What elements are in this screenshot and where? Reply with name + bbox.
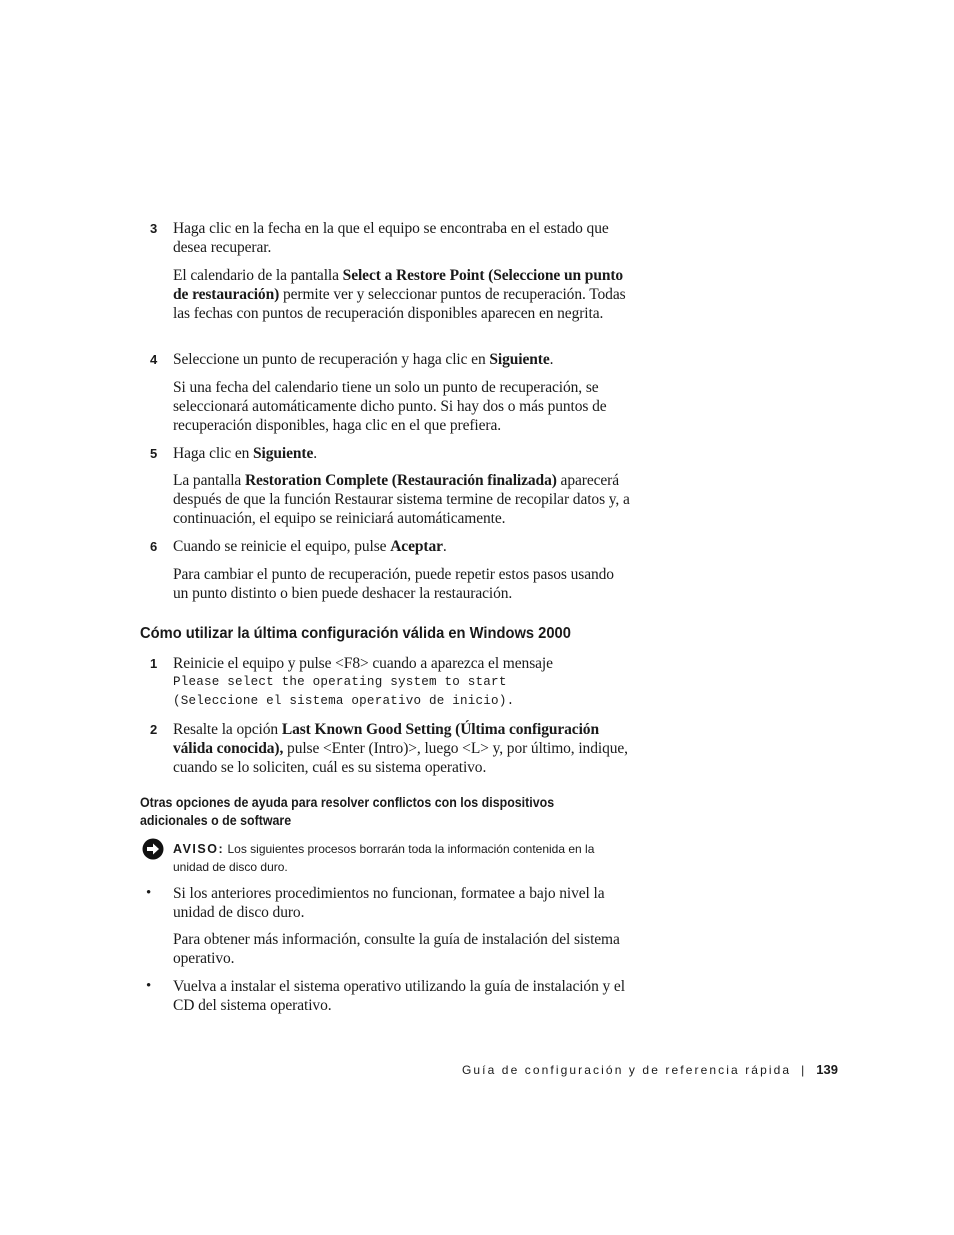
lkg-step-1 — [150, 654, 630, 711]
section-heading: Cómo utilizar la última configuración válida en Windows 2000 — [140, 625, 571, 642]
step-text — [173, 654, 630, 711]
notice-label: AVISO: — [173, 842, 225, 856]
step-text-part: . — [442, 538, 447, 555]
code-message: (Seleccione el sistema operativo de inicio). — [173, 694, 515, 708]
bullet-1-note: Para obtener más información, consulte la guía de instalación del sistema operativo. — [173, 931, 620, 967]
step-text — [173, 444, 630, 463]
step-4 — [150, 350, 630, 369]
step-number: 2 — [150, 722, 158, 737]
button-name: Aceptar — [390, 538, 443, 555]
step-text-part: Cuando se reinicie el equipo, pulse — [173, 538, 391, 555]
step-text — [173, 720, 630, 777]
step-text-part: pulse <Enter (Intro)>, luego <L> y, por último, indique, cuando se lo soliciten, cuál es su sistema operativo. — [173, 740, 628, 776]
step-text — [173, 537, 630, 556]
step-number: 3 — [150, 221, 158, 236]
footer-title: Guía de configuración y de referencia rápida — [461, 1063, 792, 1077]
notice-arrow-icon — [142, 838, 164, 860]
step-4-note: Si una fecha del calendario tiene un solo un punto de recuperación, se seleccionará automáticamente dicho punto. Si hay dos o más puntos de recuperación disponibles, haga clic en el que prefiera. — [173, 379, 607, 434]
step-6 — [150, 537, 630, 556]
step-text-part: Reinicie el equipo y pulse <F8> cuando a aparezca el mensaje — [173, 655, 553, 672]
step-text-part: Haga clic en — [173, 445, 254, 462]
notice-body: Los siguientes procesos borrarán toda la información contenida en la unidad de disco duro. — [173, 842, 595, 874]
code-message: Please select the operating system to start — [173, 675, 507, 689]
option-name: Last Known Good Setting (Última configuración válida conocida), — [173, 721, 599, 757]
lkg-step-2 — [150, 720, 630, 777]
step-number: 1 — [150, 656, 158, 671]
button-name: Siguiente — [489, 351, 550, 368]
bullet-icon: • — [146, 978, 152, 994]
bullet-item-2 — [146, 977, 632, 1015]
step-text-part: Seleccione un punto de recuperación y haga clic en — [173, 351, 490, 368]
bullet-item-1 — [146, 884, 632, 922]
step-5-note — [173, 471, 631, 528]
step-text-part: Resalte la opción — [173, 721, 282, 738]
step-3 — [150, 219, 630, 257]
step-6-note: Para cambiar el punto de recuperación, puede repetir estos pasos usando un punto distinto o bien puede deshacer la restauración. — [173, 566, 614, 602]
note-text: permite ver y seleccionar puntos de recuperación. Todas las fechas con puntos de recuperación disponibles aparecen en negrita. — [173, 286, 626, 322]
footer-separator: | — [801, 1063, 805, 1077]
step-text-part: . — [549, 351, 554, 368]
bullet-text: Vuelva a instalar el sistema operativo utilizando la guía de instalación y el CD del sistema operativo. — [173, 978, 625, 1014]
step-text: Haga clic en la fecha en la que el equipo se encontraba en el estado que desea recuperar. — [173, 220, 609, 256]
note-text: La pantalla — [173, 472, 245, 489]
button-name: Siguiente — [253, 445, 314, 462]
bullet-icon: • — [146, 885, 152, 901]
step-5 — [150, 444, 630, 463]
step-number: 6 — [150, 539, 158, 554]
step-number: 5 — [150, 446, 158, 461]
step-text — [173, 350, 630, 369]
step-number: 4 — [150, 352, 158, 367]
screen-name: Restoration Complete (Restauración finalizada) — [244, 472, 557, 489]
bullet-text: Si los anteriores procedimientos no funcionan, formatee a bajo nivel la unidad de disco duro. — [173, 885, 605, 921]
page-number: 139 — [816, 1062, 838, 1077]
note-text: El calendario de la pantalla — [173, 267, 343, 284]
screen-name: Select a Restore Point (Seleccione un punto de restauración) — [173, 267, 624, 303]
page-footer — [462, 1061, 838, 1079]
step-text-part: . — [313, 445, 318, 462]
note-text: aparecerá después de que la función Restaurar sistema termine de recopilar datos y, a continuación, el equipo se reiniciará automáticamente. — [173, 472, 630, 527]
notice-text — [173, 840, 633, 876]
step-3-note — [173, 266, 631, 323]
subsection-heading: Otras opciones de ayuda para resolver conflictos con los dispositivos adicionales o de software — [140, 795, 555, 828]
